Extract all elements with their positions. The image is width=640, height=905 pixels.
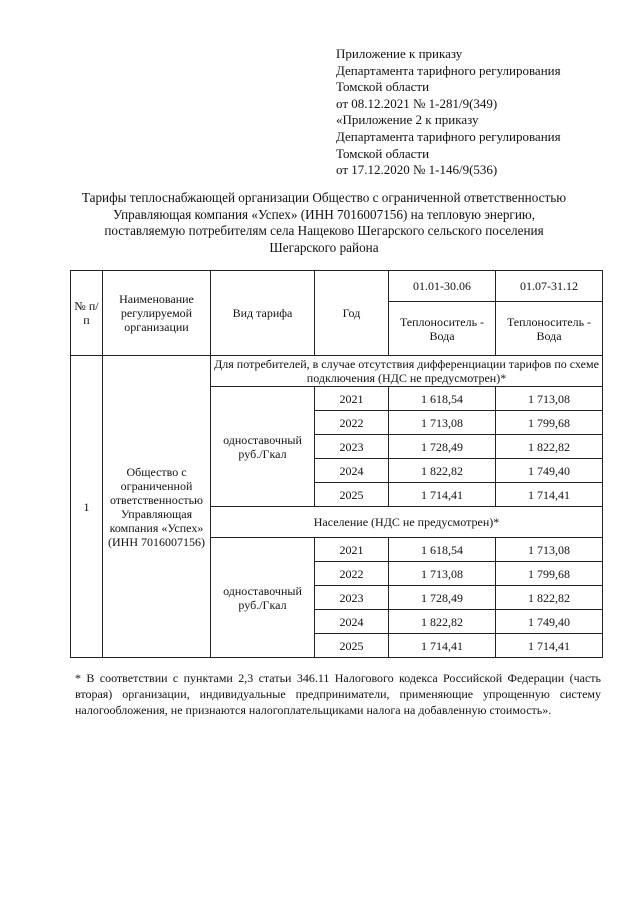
value-cell: 1 713,08 [389,562,496,586]
organization-name: Общество с ограниченной ответственностью Управляющая компания «Успех» (ИНН 7016007156) [103,356,211,658]
appendix-line: Департамента тарифного регулирования [336,62,561,78]
value-cell: 1 749,40 [496,459,603,483]
header-period-1: 01.01-30.06 [389,271,496,302]
value-cell: 1 822,82 [389,459,496,483]
appendix-line: Департамента тарифного регулирования [336,128,561,144]
appendix-line: Томской области [336,145,430,161]
title-line: Шегарского района [269,239,379,255]
tariff-table [70,270,603,658]
document-title [40,190,608,256]
year-cell: 2023 [315,435,389,459]
table-header-row [71,271,603,302]
appendix-header [336,46,626,179]
value-cell: 1 714,41 [389,483,496,507]
year-cell: 2023 [315,586,389,610]
value-cell: 1 618,54 [389,387,496,411]
value-cell: 1 714,41 [496,483,603,507]
title-line: поставляемую потребителям села Нащеково Шегарского сельского поселения [104,223,544,238]
section-heading-row [71,356,603,387]
value-cell: 1 713,08 [496,538,603,562]
value-cell: 1 749,40 [496,610,603,634]
value-cell: 1 713,08 [389,411,496,435]
year-cell: 2025 [315,483,389,507]
year-cell: 2022 [315,562,389,586]
row-number: 1 [71,356,103,658]
value-cell: 1 799,68 [496,562,603,586]
year-cell: 2021 [315,387,389,411]
appendix-line: «Приложение 2 к приказу [336,112,479,128]
value-cell: 1 822,82 [389,610,496,634]
footnote: * В соответствии с пунктами 2,3 статьи 346.11 Налогового кодекса Российской Федерации (часть вторая) организации, индивидуальные предприниматели, применяющие упрощенную систему налогообложения, не признаются налогоплательщиками налога на добавленную стоимость». [75,671,601,717]
value-cell: 1 822,82 [496,435,603,459]
appendix-line: Приложение к приказу [336,46,463,61]
year-cell: 2024 [315,459,389,483]
tariff-type-cell: одноставочный руб./Гкал [211,387,315,507]
value-cell: 1 728,49 [389,435,496,459]
year-cell: 2022 [315,411,389,435]
header-period-2: 01.07-31.12 [496,271,603,302]
year-cell: 2025 [315,634,389,658]
section-heading: Для потребителей, в случае отсутствия дифференциации тарифов по схеме подключения (НДС не предусмотрен)* [211,356,603,387]
value-cell: 1 728,49 [389,586,496,610]
value-cell: 1 618,54 [389,538,496,562]
value-cell: 1 822,82 [496,586,603,610]
appendix-line: от 08.12.2021 № 1-281/9(349) [336,95,498,111]
header-num: № п/п [71,271,103,356]
tariff-type-cell: одноставочный руб./Гкал [211,538,315,658]
value-cell: 1 714,41 [496,634,603,658]
title-line: Управляющая компания «Успех» (ИНН 7016007156) на тепловую энергию, [112,206,536,222]
header-org: Наименование регулируемой организации [103,271,211,356]
year-cell: 2021 [315,538,389,562]
appendix-line: от 17.12.2020 № 1-146/9(536) [336,162,498,178]
section-heading: Население (НДС не предусмотрен)* [211,507,603,538]
value-cell: 1 714,41 [389,634,496,658]
value-cell: 1 713,08 [496,387,603,411]
header-tariff-type: Вид тарифа [211,271,315,356]
appendix-line: Томской области [336,79,430,95]
header-carrier-1: Теплоноситель - Вода [389,302,496,356]
header-year: Год [315,271,389,356]
title-line: Тарифы теплоснабжающей организации Общество с ограниченной ответственностью [81,190,567,205]
value-cell: 1 799,68 [496,411,603,435]
year-cell: 2024 [315,610,389,634]
header-carrier-2: Теплоноситель - Вода [496,302,603,356]
